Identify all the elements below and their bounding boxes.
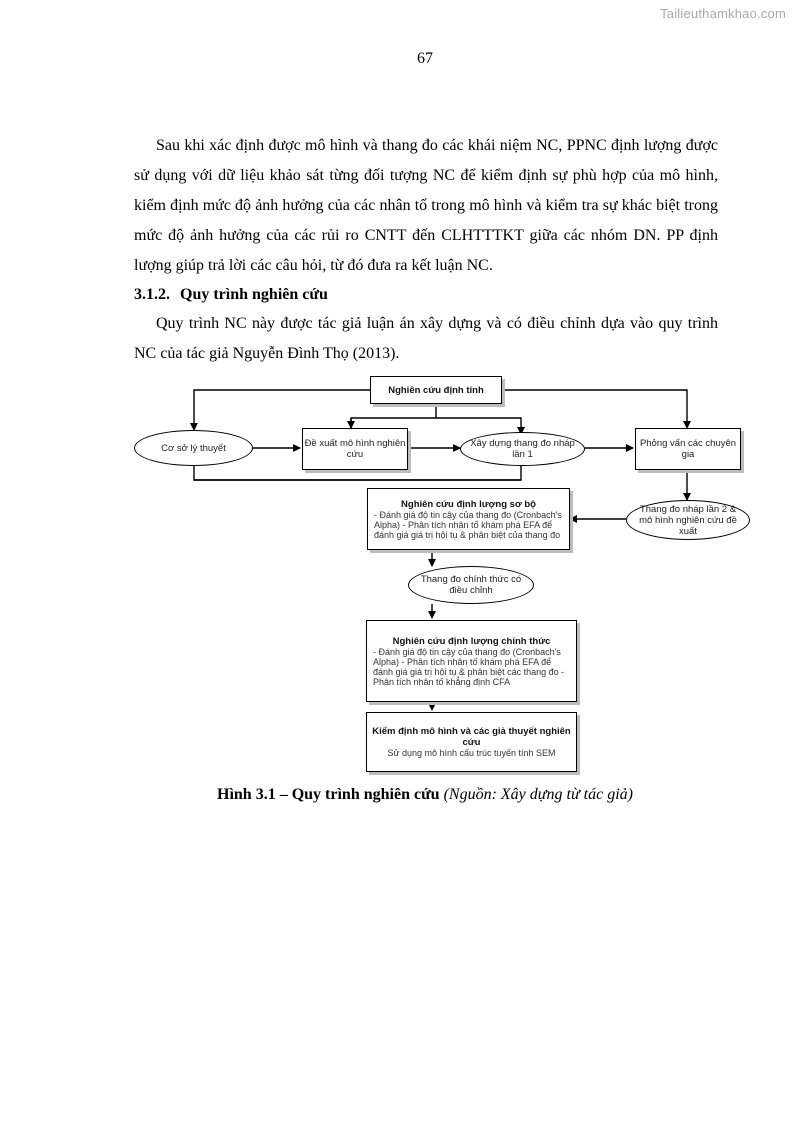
- draft-scale-2-oval: Thang đo nháp lần 2 & mô hình nghiên cứu đề xuất: [626, 500, 750, 540]
- section-number: 3.1.2.: [134, 286, 170, 303]
- research-process-diagram: [130, 372, 760, 782]
- adjusted-scale-oval: Thang đo chính thức có điều chỉnh: [408, 566, 534, 604]
- page-number: 67: [417, 50, 433, 67]
- model-test-box: Kiểm định mô hình và các giả thuyết nghiên cứu Sử dụng mô hình cấu trúc tuyến tính SEM: [366, 712, 577, 772]
- qualitative-research-box: Nghiên cứu định tính: [370, 376, 502, 404]
- caption-source: (Nguồn: Xây dựng từ tác giả): [443, 786, 633, 803]
- propose-model-box: Đề xuất mô hình nghiên cứu: [302, 428, 408, 470]
- paragraph-process-intro: Quy trình NC này được tác giả luận án xây dựng và có điều chỉnh dựa vào quy trình NC của tác giả Nguyễn Đình Thọ (2013).: [134, 315, 718, 362]
- arrow-to-expert: [502, 390, 687, 428]
- watermark: Tailieuthamkhao.com: [660, 6, 786, 21]
- caption-label: Hình 3.1 – Quy trình nghiên cứu: [217, 786, 440, 803]
- section-title: Quy trình nghiên cứu: [180, 286, 328, 303]
- main-content: [134, 131, 718, 369]
- arrow-to-theory: [194, 390, 370, 430]
- expert-interview-box: Phỏng vấn các chuyên gia: [635, 428, 741, 470]
- draft-scale-oval: Xây dựng thang đo nháp lần 1: [460, 432, 585, 466]
- section-heading: [134, 281, 718, 309]
- preliminary-quantitative-box: Nghiên cứu định lượng sơ bộ - Đánh giá độ tin cậy của thang đo (Cronbach's Alpha) - Phân tích nhân tố khám phá EFA để đánh giá giá trị hội tụ & phân biệt của thang đo: [367, 488, 570, 550]
- theory-oval: Cơ sở lý thuyết: [134, 430, 253, 466]
- figure-caption: [0, 786, 794, 804]
- arrow-split-left: [351, 404, 436, 428]
- paragraph-quantitative-method: Sau khi xác định được mô hình và thang đo các khái niệm NC, PPNC định lượng được sử dụng với dữ liệu khảo sát từng đối tượng NC để kiểm định sự phù hợp của mô hình, kiểm định mức độ ảnh hưởng của các nhân tố trong mô hình và kiểm tra sự khác biệt trong mức độ ảnh hưởng của các rủi ro CNTT đến CLHTTTKT giữa các nhóm DN. PP định lượng giúp trả lời các câu hỏi, từ đó đưa ra kết luận NC.: [134, 137, 718, 274]
- formal-quantitative-box: Nghiên cứu định lượng chính thức - Đánh giá độ tin cậy của thang đo (Cronbach's Alpha) - Phân tích nhân tố khám phá EFA để đánh giá giá trị hội tụ & phân biệt các thang đo - Phân tích nhân tố khẳng định CFA: [366, 620, 577, 702]
